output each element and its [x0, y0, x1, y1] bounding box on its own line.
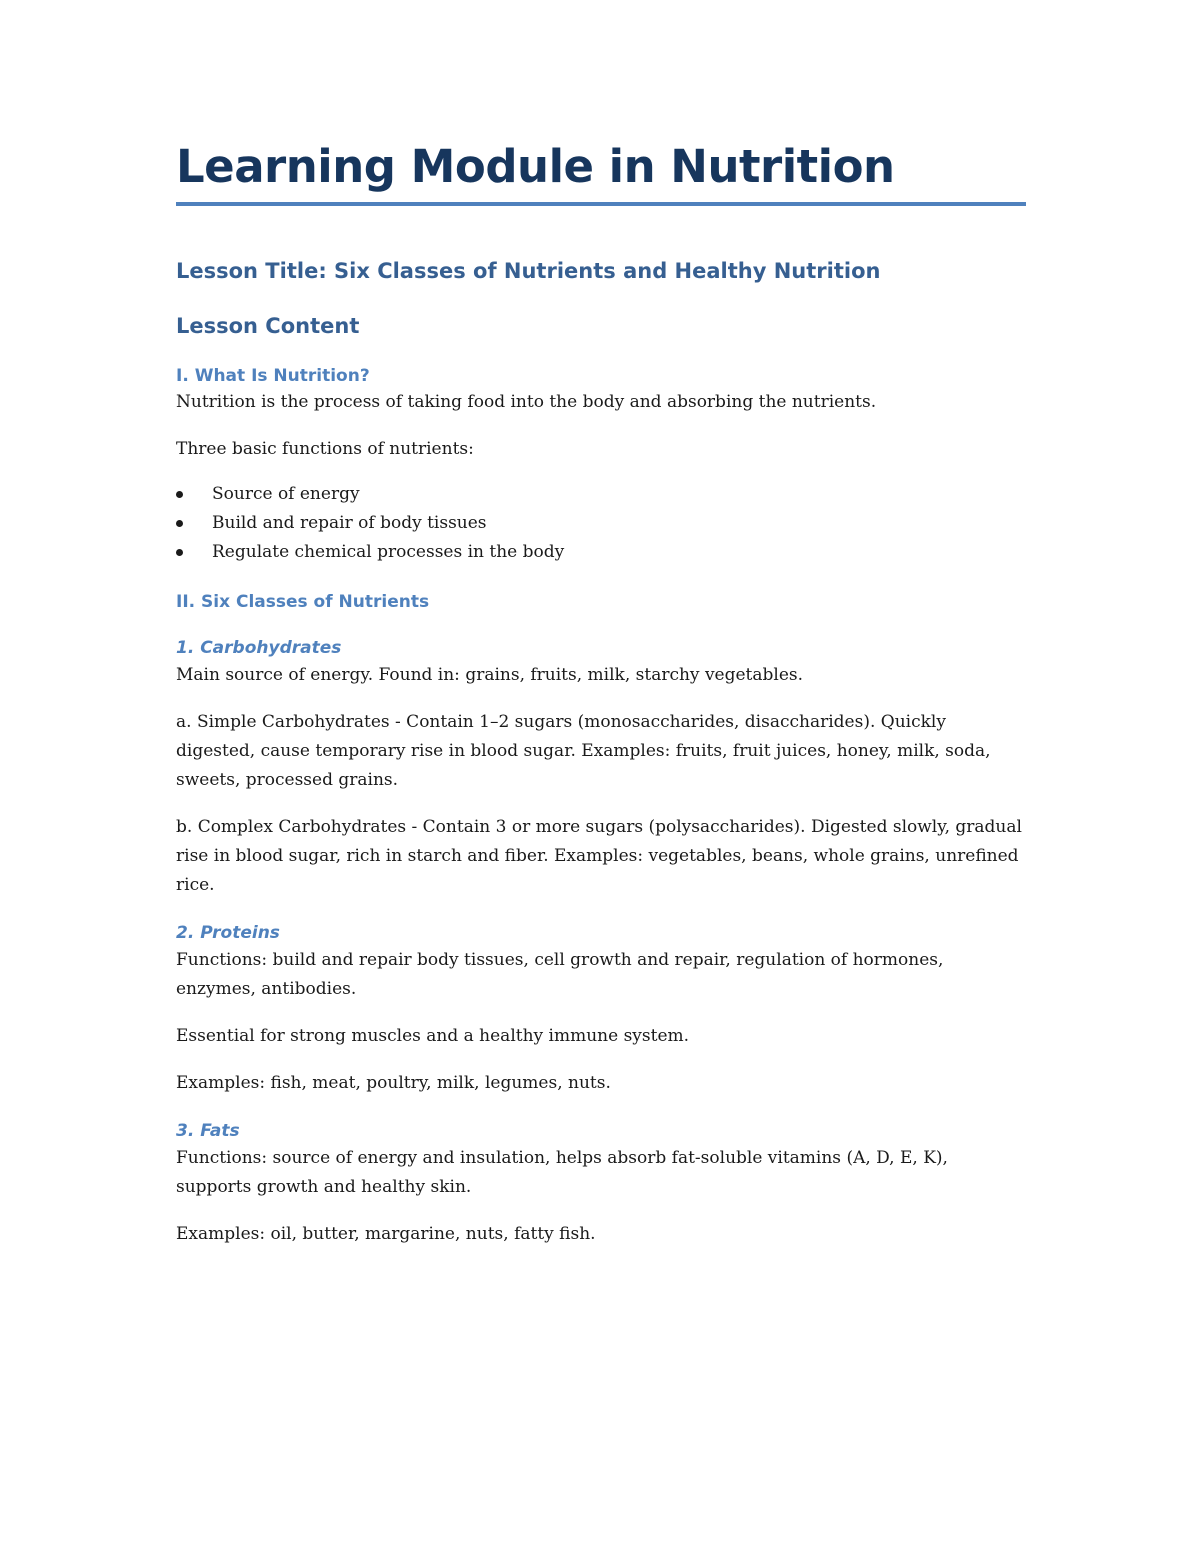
proteins-functions: Functions: build and repair body tissues, cell growth and repair, regulation of hormones, enzymes, antibodies.	[176, 949, 944, 999]
lesson-content-heading: Lesson Content	[176, 314, 360, 339]
fats-heading: 3. Fats	[176, 1120, 240, 1141]
section-six-classes-heading: II. Six Classes of Nutrients	[176, 592, 430, 613]
functions-intro: Three basic functions of nutrients:	[176, 439, 474, 460]
lesson-title: Lesson Title: Six Classes of Nutrients and Healthy Nutrition	[176, 259, 881, 283]
list-item: Source of energy	[176, 480, 1026, 509]
document-page	[176, 140, 1026, 1249]
fats-functions: Functions: source of energy and insulation, helps absorb fat-soluble vitamins (A, D, E, K), supports growth and healthy skin.	[176, 1147, 948, 1197]
list-item: Regulate chemical processes in the body	[176, 538, 1026, 567]
fats-examples: Examples: oil, butter, margarine, nuts, fatty fish.	[176, 1223, 596, 1244]
proteins-examples: Examples: fish, meat, poultry, milk, legumes, nuts.	[176, 1072, 611, 1093]
section-what-is-nutrition-heading: I. What Is Nutrition?	[176, 365, 370, 386]
document-title: Learning Module in Nutrition	[176, 140, 1026, 206]
simple-carbohydrates-paragraph: a. Simple Carbohydrates - Contain 1–2 sugars (monosaccharides, disaccharides). Quickly digested, cause temporary rise in blood sugar. Examples: fruits, fruit juices, honey, milk, soda, sweets, processed grains.	[176, 711, 991, 790]
functions-list	[176, 480, 1026, 567]
carbohydrates-heading: 1. Carbohydrates	[176, 638, 342, 659]
proteins-heading: 2. Proteins	[176, 922, 280, 943]
nutrition-definition: Nutrition is the process of taking food into the body and absorbing the nutrients.	[176, 392, 877, 413]
complex-carbohydrates-paragraph: b. Complex Carbohydrates - Contain 3 or more sugars (polysaccharides). Digested slowly, gradual rise in blood sugar, rich in starch and fiber. Examples: vegetables, beans, whole grains, unrefined rice.	[176, 816, 1022, 895]
carbohydrates-intro: Main source of energy. Found in: grains, fruits, milk, starchy vegetables.	[176, 664, 804, 685]
list-item: Build and repair of body tissues	[176, 509, 1026, 538]
proteins-essential: Essential for strong muscles and a healthy immune system.	[176, 1025, 690, 1046]
